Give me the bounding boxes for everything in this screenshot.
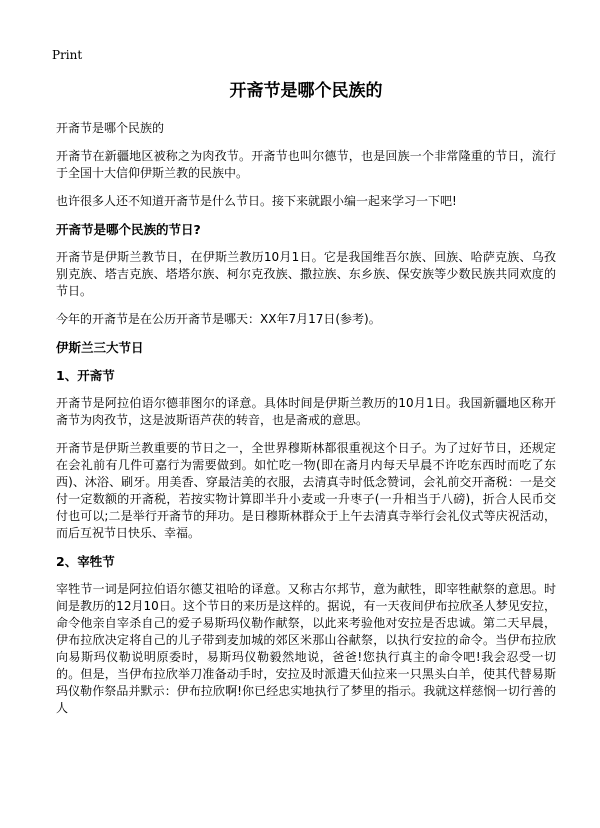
subsection-heading: 1、开斋节 — [56, 368, 115, 383]
paragraph: 开斋节是哪个民族的 — [56, 121, 165, 135]
paragraph: 开斋节在新疆地区被称之为肉孜节。开斋节也叫尔德节，也是回族一个非常隆重的节日，流行于全国十大信仰伊斯兰教的民族中。 — [56, 149, 556, 180]
document-title: 开斋节是哪个民族的 — [229, 81, 383, 101]
section-heading: 开斋节是哪个民族的节日? — [56, 222, 201, 237]
paragraph: 开斋节是阿拉伯语尔德菲图尔的译意。具体时间是伊斯兰教历的10月1日。我国新疆地区称开斋节为肉孜节，这是波斯语芦茯的转音，也是斋戒的意思。 — [56, 396, 556, 427]
paragraph: 也许很多人还不知道开斋节是什么节日。接下来就跟小编一起来学习一下吧! — [56, 194, 457, 208]
print-label: Print — [52, 48, 83, 62]
subsection-heading: 2、宰牲节 — [56, 554, 115, 569]
section-heading: 伊斯兰三大节日 — [56, 340, 144, 355]
document-content — [56, 80, 556, 728]
paragraph: 今年的开斋节是在公历开斋节是哪天：XX年7月17日(参考)。 — [56, 312, 381, 326]
paragraph: 宰牲节一词是阿拉伯语尔德艾祖哈的译意。又称古尔邦节，意为献牲，即宰牲献祭的意思。时间是教历的12月10日。这个节日的来历是这样的。据说，有一天夜间伊布拉欣圣人梦见安拉，命令他亲自宰杀自己的爱子易斯玛仪勒作献祭，以此来考验他对安拉是否忠诚。第二天早晨，伊布拉欣决定将自己的儿子带到麦加城的郊区米那山谷献祭，以执行安拉的命令。当伊布拉欣向易斯玛仪勒说明原委时，易斯玛仪勒毅然地说，爸爸!您执行真主的命令吧!我会忍受一切的。但是，当伊布拉欣举刀准备动手时，安拉及时派遣天仙拉来一只黑头白羊，使其代替易斯玛仪勒作祭品并默示：伊布拉欣啊!你已经忠实地执行了梦里的指示。我就这样慈悯一切行善的人 — [56, 582, 556, 715]
paragraph: 开斋节是伊斯兰教重要的节日之一，全世界穆斯林都很重视这个日子。为了过好节日，还规定在会礼前有几件可嘉行为需要做到。如忙吃一物(即在斋月内每天早晨不许吃东西时而吃了东西)、沐浴、刷牙。用美香、穿最洁美的衣服，去清真寺时低念赞词，会礼前交开斋税：一是交付一定数额的开斋税，若按实物计算即半升小麦或一升枣子(一升相当于八磅)，折合人民币交付也可以;二是举行开斋节的拜功。是日穆斯林群众于上午去清真寺举行会礼仪式等庆祝活动，而后互祝节日快乐、幸福。 — [56, 441, 556, 540]
paragraph: 开斋节是伊斯兰教节日，在伊斯兰教历10月1日。它是我国维吾尔族、回族、哈萨克族、乌孜别克族、塔吉克族、塔塔尔族、柯尔克孜族、撒拉族、东乡族、保安族等少数民族共同欢度的节日。 — [56, 250, 556, 298]
